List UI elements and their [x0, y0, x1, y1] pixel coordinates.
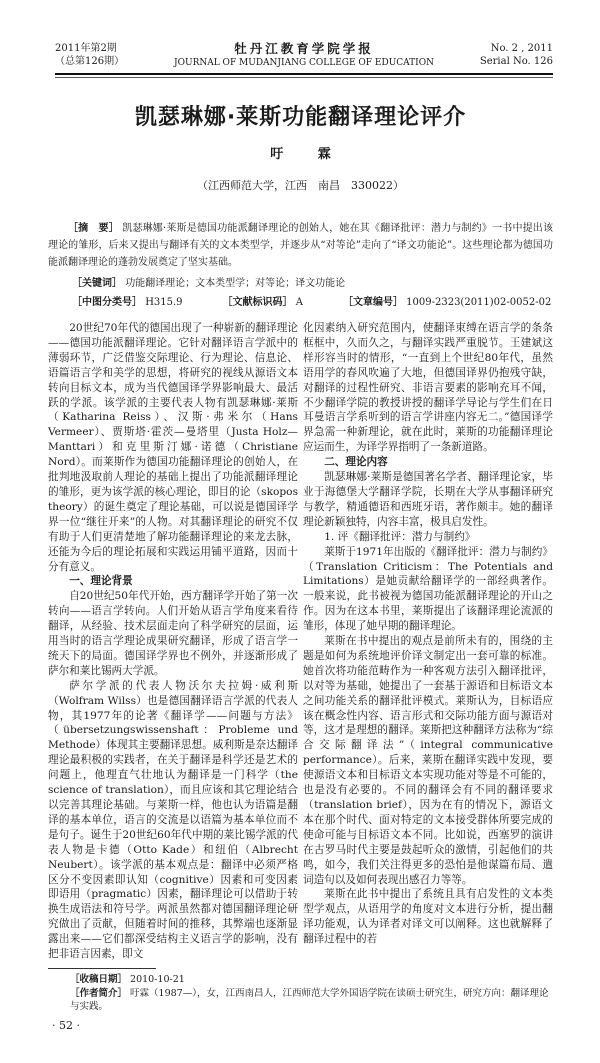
keywords-label: ［关键词］: [72, 278, 122, 289]
paragraph: 萨尔学派的代表人物沃尔夫拉姆·威利斯（Wolfram Wilss）也是德国翻译语言学派的代表人物，其1977年的论著《翻译学——问题与方法》（übersetzungswissenshaft：Probleme und Methode）体现其主要翻译思想。威利斯是奈达翻译理论最积极的实践者，在关于翻译是科学还是艺术的问题上，他理直气壮地认为翻译是一门科学（the science of translation），而且应该和其它理论结合以完善其理论基础。与莱斯一样，他也认为语篇是翻译的基本单位，语言的交流是以语篇为基本单位而不是句子。诞生于20世纪60年代中期的莱比锡学派的代表人物是卡德（Otto Kade）和纽伯（Albrecht Neubert）。该学派的基本观点是：翻译中必须严格区分不变因素即认知（cognitive）因素和可变因素即语用（pragmatic）因素，翻译理论可以借助于转换生成语法和符号学。两派虽然都对德国翻译理论研究做出了贡献，但随着时间的推移，其弊端也逐渐显露出来——它们都深受结构主义语言学的影响，没有把非语言因素，即文: [48, 679, 298, 961]
clc-label: ［中图分类号］: [72, 297, 142, 308]
author-bio: [48, 987, 553, 1013]
doc-code-value: A: [295, 297, 303, 308]
classification: [48, 294, 553, 311]
keywords: [48, 275, 553, 292]
affiliation: （江西师范大学，江西 南昌 330022）: [197, 179, 404, 192]
footnote-rule: [48, 968, 156, 969]
serial-info: [480, 42, 553, 68]
serial-no: Serial No. 126: [479, 56, 553, 67]
received-date: [48, 973, 553, 986]
author: 吁 霖: [270, 147, 331, 162]
keywords-text: 功能翻译理论；文本类型学；对等论；译文功能论: [125, 278, 346, 289]
doc-code-label: ［文献标识码］: [222, 297, 293, 308]
paragraph: 莱斯在此书中提出了系统且具有启发性的文本类型学观点，从语用学的角度对文本进行分析，提出翻译功能观，认为译者对译文可以阐释。这也就解释了翻译过程中的若: [303, 888, 553, 946]
page-number: · 52 ·: [52, 1018, 80, 1032]
paragraph: 莱斯于1971年出版的《翻译批评：潜力与制约》（Translation Criticism：The Potentials and Limitations）是她贡献给翻译学的一部经典著作。一般来说，此书被视为德国功能派翻译理论的开山之作。因为在这本书里，莱斯提出了该翻译理论流派的雏形，体现了她早期的翻译理论。: [303, 545, 553, 633]
paragraph: 莱斯在书中提出的观点是前所未有的，围绕的主题是如何为系统地评价译文制定出一套可靠的标准。她首次将功能范畴作为一种客观方法引入翻译批评，以对等为基础，她提出了一套基于源语和目标语文本之间功能关系的翻译批评模式。莱斯认为，目标语应该在概念性内容、语言形式和交际功能方面与源语对等，这才是理想的翻译。莱斯把这种翻译方法称为“综合交际翻译法”（integral communicative performance）。后来，莱斯在翻译实践中发现，要使源语文本和目标语文本实现功能对等是不可能的，也是没有必要的。不同的翻译会有不同的翻译要求（translation brief），因为在有的情况下，源语文本在那个时代、面对特定的文本接受群体所要完成的使命可能与目标语文本不同。比如说，西塞罗的演讲在古罗马时代主要是鼓起听众的激情，引起他们的共鸣，如今，我们关注得更多的恐怕是他谋篇布局、遣词造句以及如何表现出感召力等等。: [303, 635, 553, 886]
section-heading: 一、理论背景: [69, 575, 133, 588]
article-no-label: ［文章编号］: [342, 297, 403, 308]
journal-name: [150, 42, 458, 70]
paragraph: 20世纪70年代的德国出现了一种崭新的翻译理论——德国功能派翻译理论。它针对翻译语言学派中的薄弱环节，广泛借鉴交际理论、行为理论、信息论、语篇语言学和美学的思想，将研究的视线从源语文本转向目标文本，成为当代德国译学界影响最大、最活跃的学派。该学派的主要代表人物有凯瑟琳娜·莱斯（Katharina Reiss）、汉斯·弗米尔（Hans Vermeer）、贾斯塔·霍茨—曼塔里（Justa Holz—Manttari）和克里斯汀娜·诺德（Christiane Nord）。而莱斯作为德国功能翻译理论的创始人，在批判地汲取前人理论的基础上提出了功能派翻译理论的雏形，更为该学派的核心理论，即目的论（skopos theory）的诞生奠定了理论基础，可以说是德国译学界一位“继往开来”的人物。对其翻译理论的研究不仅有助于人们更清楚地了解功能翻译理论的来龙去脉，还能为今后的理论拓展和实践运用铺平道路，因而十分有意义。: [48, 322, 298, 573]
issue: 2011年第2期: [55, 43, 117, 54]
running-header: [55, 42, 553, 73]
total-issue: （总第126期）: [55, 56, 125, 67]
body-column-right: [303, 321, 553, 962]
section-heading: 二、理论内容: [324, 456, 388, 469]
received-value: 2010-10-21: [130, 973, 185, 985]
paragraph: 自20世纪50年代开始，西方翻译学开始了第一次转向——语言学转向。人们开始从语言学角度来看待翻译，从经验、技术层面走向了科学研究的层面，运用当时的语言学理论成果研究翻译，形成了语言学一统天下的局面。德国译学界也不例外，并逐渐形成了萨尔和莱比锡两大学派。: [48, 590, 298, 677]
issue-info: [55, 42, 124, 68]
abstract-text: 凯瑟琳娜·莱斯是德国功能派翻译理论的创始人，她在其《翻译批评：潜力与制约》一书中提出该理论的雏形，后来又提出与翻译有关的文本类型学，并逐步从“对等论”走向了“译文功能论”。这些理论都为德国功能派翻译理论的蓬勃发展奠定了坚实基础。: [48, 223, 553, 268]
body-column-left: [48, 321, 298, 962]
received-label: ［收稿日期］: [70, 973, 128, 985]
header-rule: [55, 73, 553, 78]
subsection-heading: 1. 评《翻译批评：潜力与制约》: [324, 530, 476, 543]
paragraph: 凯瑟琳娜·莱斯是德国著名学者、翻译理论家，毕业于海德堡大学翻译学院，长期在大学从事翻译研究与教学，精通德语和西班牙语，著作颇丰。她的翻译理论新颖独特，内容丰富，极具启发性。: [303, 471, 553, 528]
journal-name-cn: 牡丹江教育学院学报: [234, 41, 374, 56]
paragraph: 化因素纳入研究范围内，使翻译束缚在语言学的条条框框中，久而久之，与翻译实践严重脱节。王建斌这样形容当时的情形，“一直到上个世纪80年代，虽然语用学的春风吹遍了大地，但德国译界仍抱残守缺，对翻译的过程性研究、非语言要素的影响充耳不闻，不少翻译学院的教授讲授的翻译学导论与学生们在日耳曼语言学系听到的语言学讲座内容无二。”德国译学界急需一种新理论，就在此时，莱斯的功能翻译理论应运而生，为译学界指明了一条新道路。: [303, 322, 553, 454]
paper-title: 凯瑟琳娜·莱斯功能翻译理论评介: [134, 105, 467, 130]
journal-name-en: JOURNAL OF MUDANJIANG COLLEGE OF EDUCATION: [174, 58, 434, 68]
abstract-label: ［摘 要］: [68, 223, 119, 234]
article-no-value: 1009-2323(2011)02-0052-02: [406, 297, 552, 308]
abstract: [48, 220, 553, 271]
bio-text: 吁霖（1987—），女，江西南昌人，江西师范大学外国语学院在读硕士研究生，研究方向：翻译理论与实践。: [70, 987, 549, 1012]
body-columns: [48, 321, 553, 962]
issue-no: No. 2 , 2011: [490, 43, 553, 54]
clc-value: H315.9: [145, 297, 183, 308]
bio-label: ［作者简介］: [70, 987, 128, 999]
